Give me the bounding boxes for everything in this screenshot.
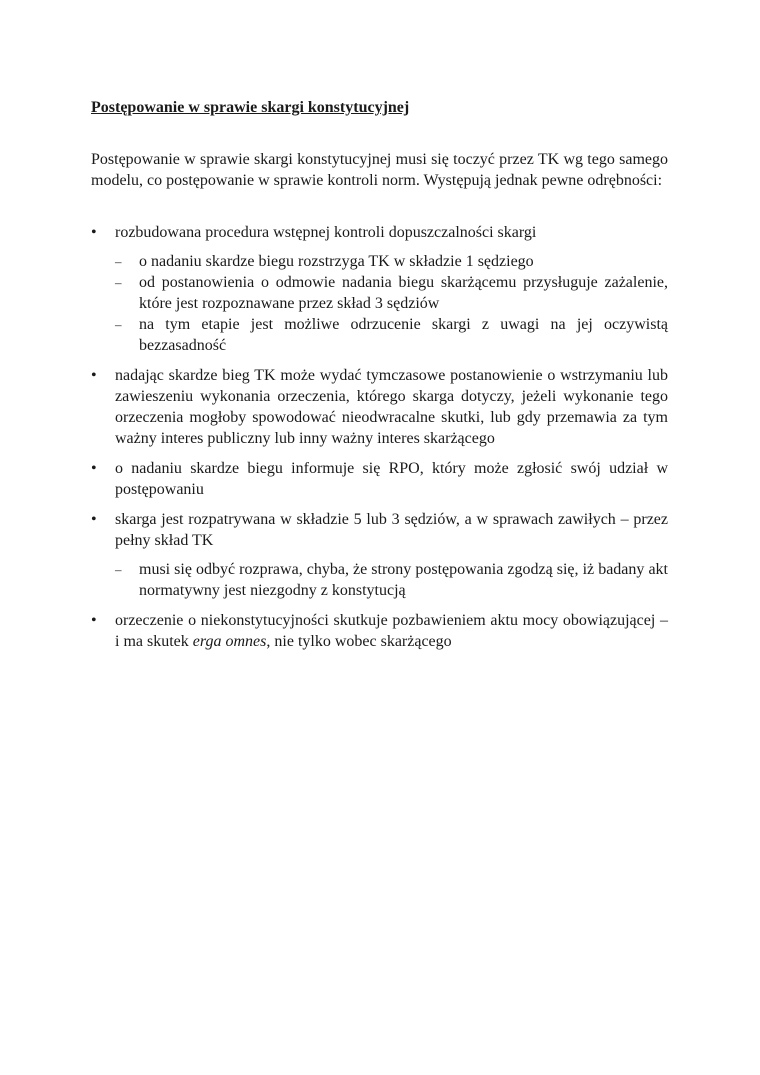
sub-list-item-text: od postanowienia o odmowie nadania biegu skarżącemu przysługuje zażalenie, które jest rozpoznawane przez skład 3 sędziów <box>139 274 668 312</box>
bullet-icon: • <box>91 612 97 629</box>
bullet-icon: • <box>91 460 97 477</box>
list-item <box>91 458 668 500</box>
bullet-icon: • <box>91 511 97 528</box>
dash-icon: – <box>115 275 122 290</box>
sub-list-item-text: o nadaniu skardze biegu rozstrzyga TK w składzie 1 sędziego <box>139 253 534 270</box>
intro-paragraph: Postępowanie w sprawie skargi konstytucyjnej musi się toczyć przez TK wg tego samego modelu, co postępowanie w sprawie kontroli norm. Występują jednak pewne odrębności: <box>91 151 668 189</box>
bullet-icon: • <box>91 367 97 384</box>
list-item-text: nadając skardze bieg TK może wydać tymczasowe postanowienie o wstrzymaniu lub zawieszeniu wykonania orzeczenia, którego skarga dotyczy, jeżeli wykonanie tego orzeczenia mogłoby spowodować nieodwracalne skutki, lub gdy przemawia za tym ważny interes publiczny lub inny ważny interes skarżącego <box>115 367 668 447</box>
list-item-text-before: orzeczenie o niekonstytucyjności skutkuje pozbawieniem aktu mocy obowiązującej – i ma skutek <box>115 612 668 650</box>
sub-list-item <box>115 314 668 356</box>
list-item <box>91 365 668 449</box>
sub-list-item-text: na tym etapie jest możliwe odrzucenie skargi z uwagi na jej oczywistą bezzasadność <box>139 316 668 354</box>
dash-icon: – <box>115 254 122 269</box>
list-item <box>91 610 668 652</box>
sub-list-item <box>115 559 668 601</box>
dash-icon: – <box>115 317 122 332</box>
dash-icon: – <box>115 562 122 577</box>
bullet-icon: • <box>91 224 97 241</box>
list-item <box>91 222 668 356</box>
list-item-text: skarga jest rozpatrywana w składzie 5 lub 3 sędziów, a w sprawach zawiłych – przez pełny skład TK <box>115 511 668 549</box>
sub-list-item-text: musi się odbyć rozprawa, chyba, że strony postępowania zgodzą się, iż badany akt normatywny jest niezgodny z konstytucją <box>139 561 668 599</box>
document-title: Postępowanie w sprawie skargi konstytucyjnej <box>91 99 410 116</box>
sub-list <box>115 559 668 601</box>
sub-list <box>115 251 668 356</box>
list-item-text-after: , nie tylko wobec skarżącego <box>266 633 452 650</box>
list-item-text: rozbudowana procedura wstępnej kontroli dopuszczalności skargi <box>115 224 537 241</box>
sub-list-item <box>115 272 668 314</box>
bullet-list <box>91 222 668 652</box>
list-item <box>91 509 668 601</box>
sub-list-item <box>115 251 668 272</box>
latin-phrase: erga omnes <box>192 633 267 650</box>
list-item-text: o nadaniu skardze biegu informuje się RPO, który może zgłosić swój udział w postępowaniu <box>115 460 668 498</box>
